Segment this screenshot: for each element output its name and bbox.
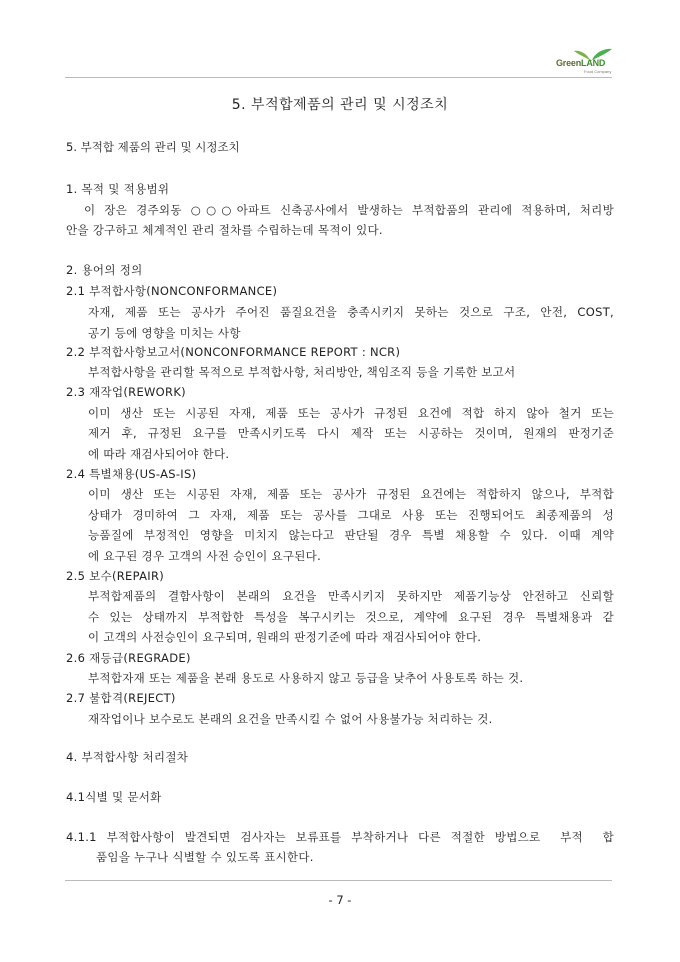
definition-line: 수 있는 상태까지 부적합한 특성을 복구시키는 것으로, 계약에 요구된 경우 특별채용과 같 xyxy=(88,610,614,624)
term-heading: 2.4 특별채용(US-AS-IS) xyxy=(66,467,197,481)
term-heading: 2.1 부적합사항(NONCONFORMANCE) xyxy=(66,284,278,298)
section-4-heading: 4. 부적합사항 처리절차 xyxy=(66,750,189,764)
definition-line: 이 고객의 사전승인이 요구되며, 원래의 판정기준에 따라 재검사되어야 한다. xyxy=(88,630,482,644)
page-title: 5. 부적합제품의 관리 및 시정조치 xyxy=(231,97,449,113)
logo-land: LAND xyxy=(581,58,606,68)
term-heading: 2.6 재등급(REGRADE) xyxy=(66,651,191,665)
section-heading: 5. 부적합 제품의 관리 및 시정조치 xyxy=(66,140,240,154)
definition-line: 자재, 제품 또는 공사가 주어진 품질요건을 충족시키지 못하는 것으로 구조, 안전, COST, xyxy=(88,305,614,319)
logo-green: Green xyxy=(556,58,582,68)
subsection-heading: 4.1식별 및 문서화 xyxy=(66,790,162,804)
definition-line: 능품질에 부정적인 영향을 미치지 않는다고 판단될 경우 특별 채용할 수 있다. 이때 계약 xyxy=(88,528,614,542)
term-heading: 2.2 부적합사항보고서(NONCONFORMANCE REPORT : NCR) xyxy=(66,345,401,359)
definition-line: 재작업이나 보수로도 본래의 요건을 만족시킬 수 없어 사용불가능 처리하는 것. xyxy=(88,712,493,726)
term-heading: 2.7 불합격(REJECT) xyxy=(66,691,176,705)
definition-line: 부적합제품의 결함사항이 본래의 요건을 만족시키지 못하지만 제품기능상 안전하고 신뢰할 xyxy=(88,589,614,603)
definition-line: 제거 후, 규정된 요구를 만족시키도록 다시 제작 또는 시공하는 것이며, 원재의 판정기준 xyxy=(88,426,614,440)
definition-line: 공기 등에 영향을 미치는 사항 xyxy=(88,326,241,340)
definition-line: 에 따라 재검사되어야 한다. xyxy=(88,447,230,461)
section-1-heading: 1. 목적 및 적용범위 xyxy=(66,182,170,196)
paragraph-line: 이 장은 경주외동 ○○○아파트 신축공사에서 발생하는 부적합품의 관리에 적용하며, 처리방 xyxy=(66,203,614,217)
definition-line: 부적합자재 또는 제품을 본래 용도로 사용하지 않고 등급을 낮추어 사용토록 하는 것. xyxy=(88,671,524,685)
greenland-logo xyxy=(556,58,605,68)
page-number: - 7 - xyxy=(328,893,352,907)
footer-divider xyxy=(65,880,612,881)
paragraph-line: 품임을 누구나 식별할 수 있도록 표시한다. xyxy=(96,850,314,864)
logo-subtitle: Food Company xyxy=(584,69,612,74)
term-heading: 2.3 재작업(REWORK) xyxy=(66,385,186,399)
paragraph-line: 4.1.1 부적합사항이 발견되면 검사자는 보류표를 부착하거나 다른 적절한 방법으로 부적 합 xyxy=(66,830,614,844)
definition-line: 에 요구된 경우 고객의 사전 승인이 요구된다. xyxy=(88,549,322,563)
definition-line: 이미 생산 또는 시공된 자재, 제품 또는 공사가 규정된 요건에는 적합하지 않으나, 부적합 xyxy=(88,487,614,501)
paragraph-line: 안을 강구하고 체계적인 관리 절차를 수립하는데 목적이 있다. xyxy=(66,223,383,237)
definition-line: 이미 생산 또는 시공된 자재, 제품 또는 공사가 규정된 요건에 적합 하지 않아 철거 또는 xyxy=(88,406,614,420)
section-2-heading: 2. 용어의 정의 xyxy=(66,263,143,277)
term-heading: 2.5 보수(REPAIR) xyxy=(66,569,165,583)
definition-line: 부적합사항을 관리할 목적으로 부적합사항, 처리방안, 책임조직 등을 기록한 보고서 xyxy=(88,365,516,379)
header-divider xyxy=(65,77,612,78)
definition-line: 상태가 경미하여 그 자재, 제품 또는 공사를 그대로 사용 또는 진행되어도 최종제품의 성 xyxy=(88,508,614,522)
